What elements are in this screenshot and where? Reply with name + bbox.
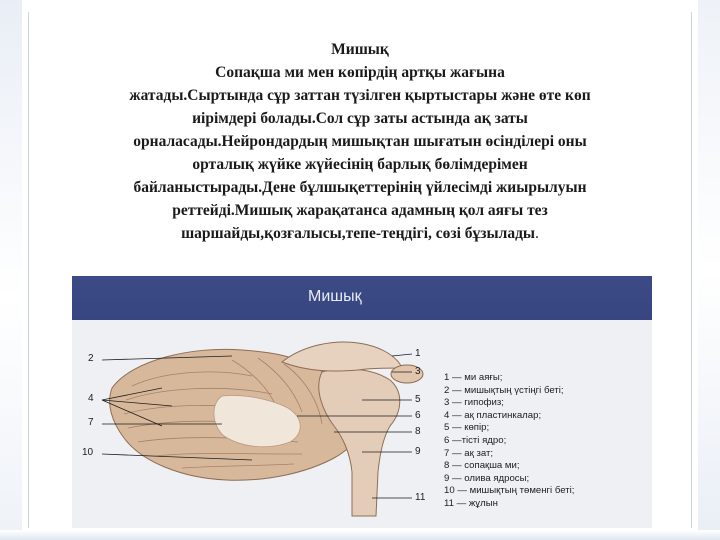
slide-text <box>40 38 680 245</box>
label-2: 2 <box>88 353 94 364</box>
label-4: 4 <box>88 393 94 404</box>
text-line-4: орналасады.Нейрондардың мишықтан шығатын өсінділері оны <box>133 133 587 150</box>
legend-item: 5 — көпір; <box>444 422 490 434</box>
label-10: 10 <box>82 447 94 458</box>
figure-title: Мишық <box>308 288 362 305</box>
legend-item: 4 — ақ пластинкалар; <box>444 409 542 421</box>
midbrain-shape <box>282 342 402 371</box>
text-line-7: реттейді.Мишық жарақатанса адамның қол аяғы тез <box>172 202 548 219</box>
slide-frame-left-line <box>28 12 29 528</box>
slide-frame-left <box>0 0 22 540</box>
legend-item: 7 — ақ зат; <box>444 447 494 459</box>
text-line-8-body: шаршайды,қозғалысы,тепе-теңдігі, сөзі бұзылады <box>181 225 536 242</box>
label-11: 11 <box>415 492 426 503</box>
slide-frame-bottom <box>0 530 720 540</box>
legend-item: 3 — гипофиз; <box>444 397 504 409</box>
legend-item: 1 — ми аяғы; <box>444 372 503 383</box>
figure-legend <box>444 372 644 511</box>
legend-item: 10 — мишықтың төменгі беті; <box>444 485 575 497</box>
legend-item: 8 — сопақша ми; <box>444 460 520 472</box>
label-6: 6 <box>415 410 421 421</box>
slide-frame-right-line <box>691 12 692 528</box>
text-line-3: иірімдері болады.Сол сұр заты астында ақ заты <box>192 110 528 127</box>
label-8: 8 <box>415 426 421 437</box>
text-line-5: орталық жүйке жүйесінің барлық бөлімдерімен <box>192 156 528 173</box>
legend-item: 11 — жұлын <box>444 497 498 509</box>
text-line-1: Сопақша ми мен көпірдің артқы жағына <box>215 64 505 81</box>
label-3: 3 <box>415 366 421 377</box>
text-line-6: байланыстырады.Дене бұлшықеттерінің үйлесімді жиырылуын <box>133 179 587 196</box>
legend-item: 2 — мишықтың үстіңгі беті; <box>444 384 564 396</box>
legend-item: 6 —тісті ядро; <box>444 434 507 446</box>
text-line-2: жатады.Сыртында сұр заттан түзілген қыртыстары және өте көп <box>129 87 591 104</box>
label-7: 7 <box>88 417 94 428</box>
label-5: 5 <box>415 394 421 405</box>
label-9: 9 <box>415 446 421 457</box>
trailing-period: . <box>535 225 539 242</box>
label-1: 1 <box>415 348 421 359</box>
cerebellum-figure <box>72 276 652 528</box>
slide-heading: Мишық <box>331 41 389 58</box>
legend-item: 9 — олива ядросы; <box>444 472 530 484</box>
text-line-8 <box>40 222 680 245</box>
slide-frame-right <box>698 0 720 540</box>
